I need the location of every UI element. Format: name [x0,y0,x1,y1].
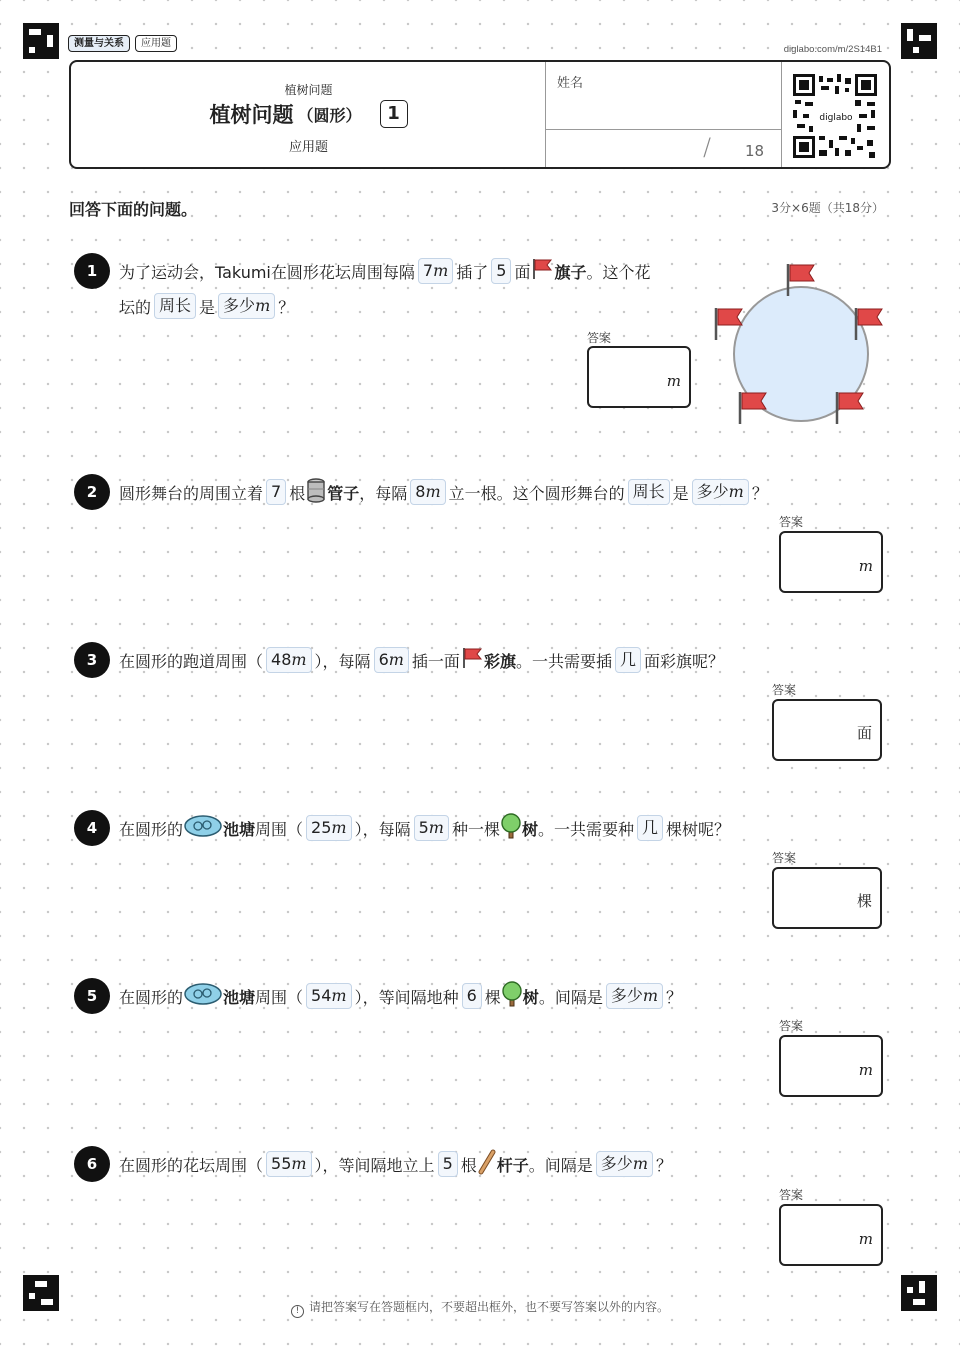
value-highlight: 7m [418,258,453,284]
question-text: 坛的 [119,297,152,317]
question-text: 周围（ [255,987,304,1007]
question-text: 为了运动会，Takumi在圆形花坛周围每隔 [119,262,415,282]
question-text: 在圆形的 [119,819,184,839]
question-text: 。间隔是 [528,1155,593,1175]
question-text: ？ [655,1155,672,1175]
answer-box-5[interactable] [779,1035,883,1097]
question-text: 是 [199,297,216,317]
question-text: 根 [460,1155,477,1175]
worksheet-number: 1 [380,100,408,128]
qr-label: diglabo [819,113,853,123]
object-label: 树 [522,987,539,1007]
value-highlight: 48m [266,647,312,673]
question-text: ？ [278,297,295,317]
answer-box-1[interactable] [587,346,691,408]
value-highlight: 7 [266,479,286,505]
flag-icon [837,392,863,424]
value-highlight: 6 [462,983,482,1009]
category-tags [68,35,177,52]
instructions-heading: 回答下面的问题。 [69,200,198,219]
question-text: ？ [666,987,683,1007]
question-text: 棵 [484,987,501,1007]
question-number: 5 [74,978,110,1014]
answer-unit: m [666,372,681,390]
answer-box-3[interactable] [772,699,882,761]
answer-unit: 面 [856,724,872,742]
footer-note [0,1298,960,1318]
question-text: 棵树呢？ [666,819,731,839]
question-text: 。间隔是 [538,987,603,1007]
answer-label: 答案 [779,1019,804,1033]
question-number: 2 [74,474,110,510]
answer-label: 答案 [587,331,612,345]
answer-label: 答案 [779,1188,804,1202]
question-text: 种一棵 [451,819,500,839]
keyword-highlight: 多少m [692,479,749,505]
flag-icon [740,392,766,424]
worksheet-subtitle: 植树问题 [284,83,333,97]
question-text: 。这个花 [586,262,651,282]
flag-icon [530,257,554,285]
question-text: 周围（ [255,819,304,839]
worksheet-type: 应用题 [288,140,328,155]
question-text: 在圆形的跑道周围（ [119,651,264,671]
object-label: 杆子 [496,1155,529,1175]
answer-unit: m [858,557,873,575]
question-text: 。一共需要插 [515,651,612,671]
value-highlight: 6m [374,647,409,673]
question-text: 圆形舞台的周围立着 [119,483,264,503]
divider [545,62,546,167]
question-text: 根 [289,483,306,503]
object-label: 彩旗 [483,651,516,671]
keyword-highlight: 几 [637,815,663,841]
object-label: 树 [521,819,538,839]
question-text: ，每隔 [359,483,408,503]
object-label: 池塘 [223,819,256,839]
footer-text: 请把答案写在答题框内，不要超出框外，也不要写答案以外的内容。 [308,1300,669,1314]
question-text: 立一根。这个圆形舞台的 [448,483,625,503]
value-highlight: 55m [266,1151,312,1177]
question-text: 是 [672,483,689,503]
answer-box-6[interactable] [779,1204,883,1266]
answer-box-2[interactable] [779,531,883,593]
tree-icon [501,981,523,1011]
answer-unit: m [858,1230,873,1248]
question-text: ？ [751,483,768,503]
keyword-highlight: 周长 [628,479,670,505]
question-text: 面彩旗呢？ [643,651,724,671]
question-2-text [119,478,768,506]
value-highlight: 25m [306,815,352,841]
keyword-highlight: 多少m [218,293,275,319]
question-text: 插了 [456,262,489,282]
answer-label: 答案 [779,515,804,529]
divider [781,62,782,167]
answer-unit: 棵 [856,892,872,910]
question-text: ），等间隔地立上 [314,1155,435,1175]
tree-icon [500,813,522,843]
question-1-line-1 [119,257,651,285]
divider [546,129,781,130]
pond-icon [183,982,223,1010]
qr-code-icon [793,74,877,158]
value-highlight: 5 [491,258,511,284]
object-label: 管子 [327,483,360,503]
title-qualifier: （圆形） [297,105,362,125]
value-highlight: 5m [414,815,449,841]
points-info: 3分×6题（共18分） [771,201,884,215]
question-1-line-2 [119,292,294,320]
answer-unit: m [858,1061,873,1079]
answer-box-4[interactable] [772,867,882,929]
pipe-icon [305,477,327,507]
type-tag: 应用题 [135,35,177,52]
question-number: 3 [74,642,110,678]
flag-icon [460,646,484,674]
question-number: 1 [74,253,110,289]
value-highlight: 54m [306,983,352,1009]
title-area [71,62,546,167]
answer-label: 答案 [772,683,797,697]
pole-icon [477,1149,497,1179]
value-highlight: 8m [410,479,445,505]
question-4-text [119,814,730,842]
question-text: 插一面 [411,651,460,671]
title-main: 植树问题 [209,103,294,127]
corner-marker-top-right [901,23,937,59]
keyword-highlight: 周长 [154,293,196,319]
question-number: 4 [74,810,110,846]
value-highlight: 5 [438,1151,458,1177]
object-label: 旗子 [554,262,587,282]
category-tag: 测量与关系 [68,35,130,52]
score-slash: / [703,133,712,161]
name-label: 姓名 [557,76,584,91]
pond-icon [183,814,223,842]
corner-marker-top-left [23,23,59,59]
question-3-text [119,646,724,674]
flowerbed-illustration [706,256,896,436]
page-url: diglabo.com/m/2S14B1 [783,44,882,55]
keyword-highlight: 几 [615,647,641,673]
worksheet-header [69,60,891,169]
question-text: 面 [514,262,531,282]
object-label: 池塘 [223,987,256,1007]
question-5-text [119,982,682,1010]
info-icon: ! [291,1305,304,1318]
question-6-text [119,1150,672,1178]
question-text: ），每隔 [314,651,371,671]
keyword-highlight: 多少m [606,983,663,1009]
question-text: 。一共需要种 [537,819,634,839]
question-text: 在圆形的 [119,987,184,1007]
question-text: ），每隔 [354,819,411,839]
question-text: 在圆形的花坛周围（ [119,1155,264,1175]
worksheet-title [71,99,546,129]
keyword-highlight: 多少m [596,1151,653,1177]
question-number: 6 [74,1146,110,1182]
answer-label: 答案 [772,851,797,865]
question-text: ），等间隔地种 [354,987,459,1007]
score-max: 18 [745,142,765,160]
